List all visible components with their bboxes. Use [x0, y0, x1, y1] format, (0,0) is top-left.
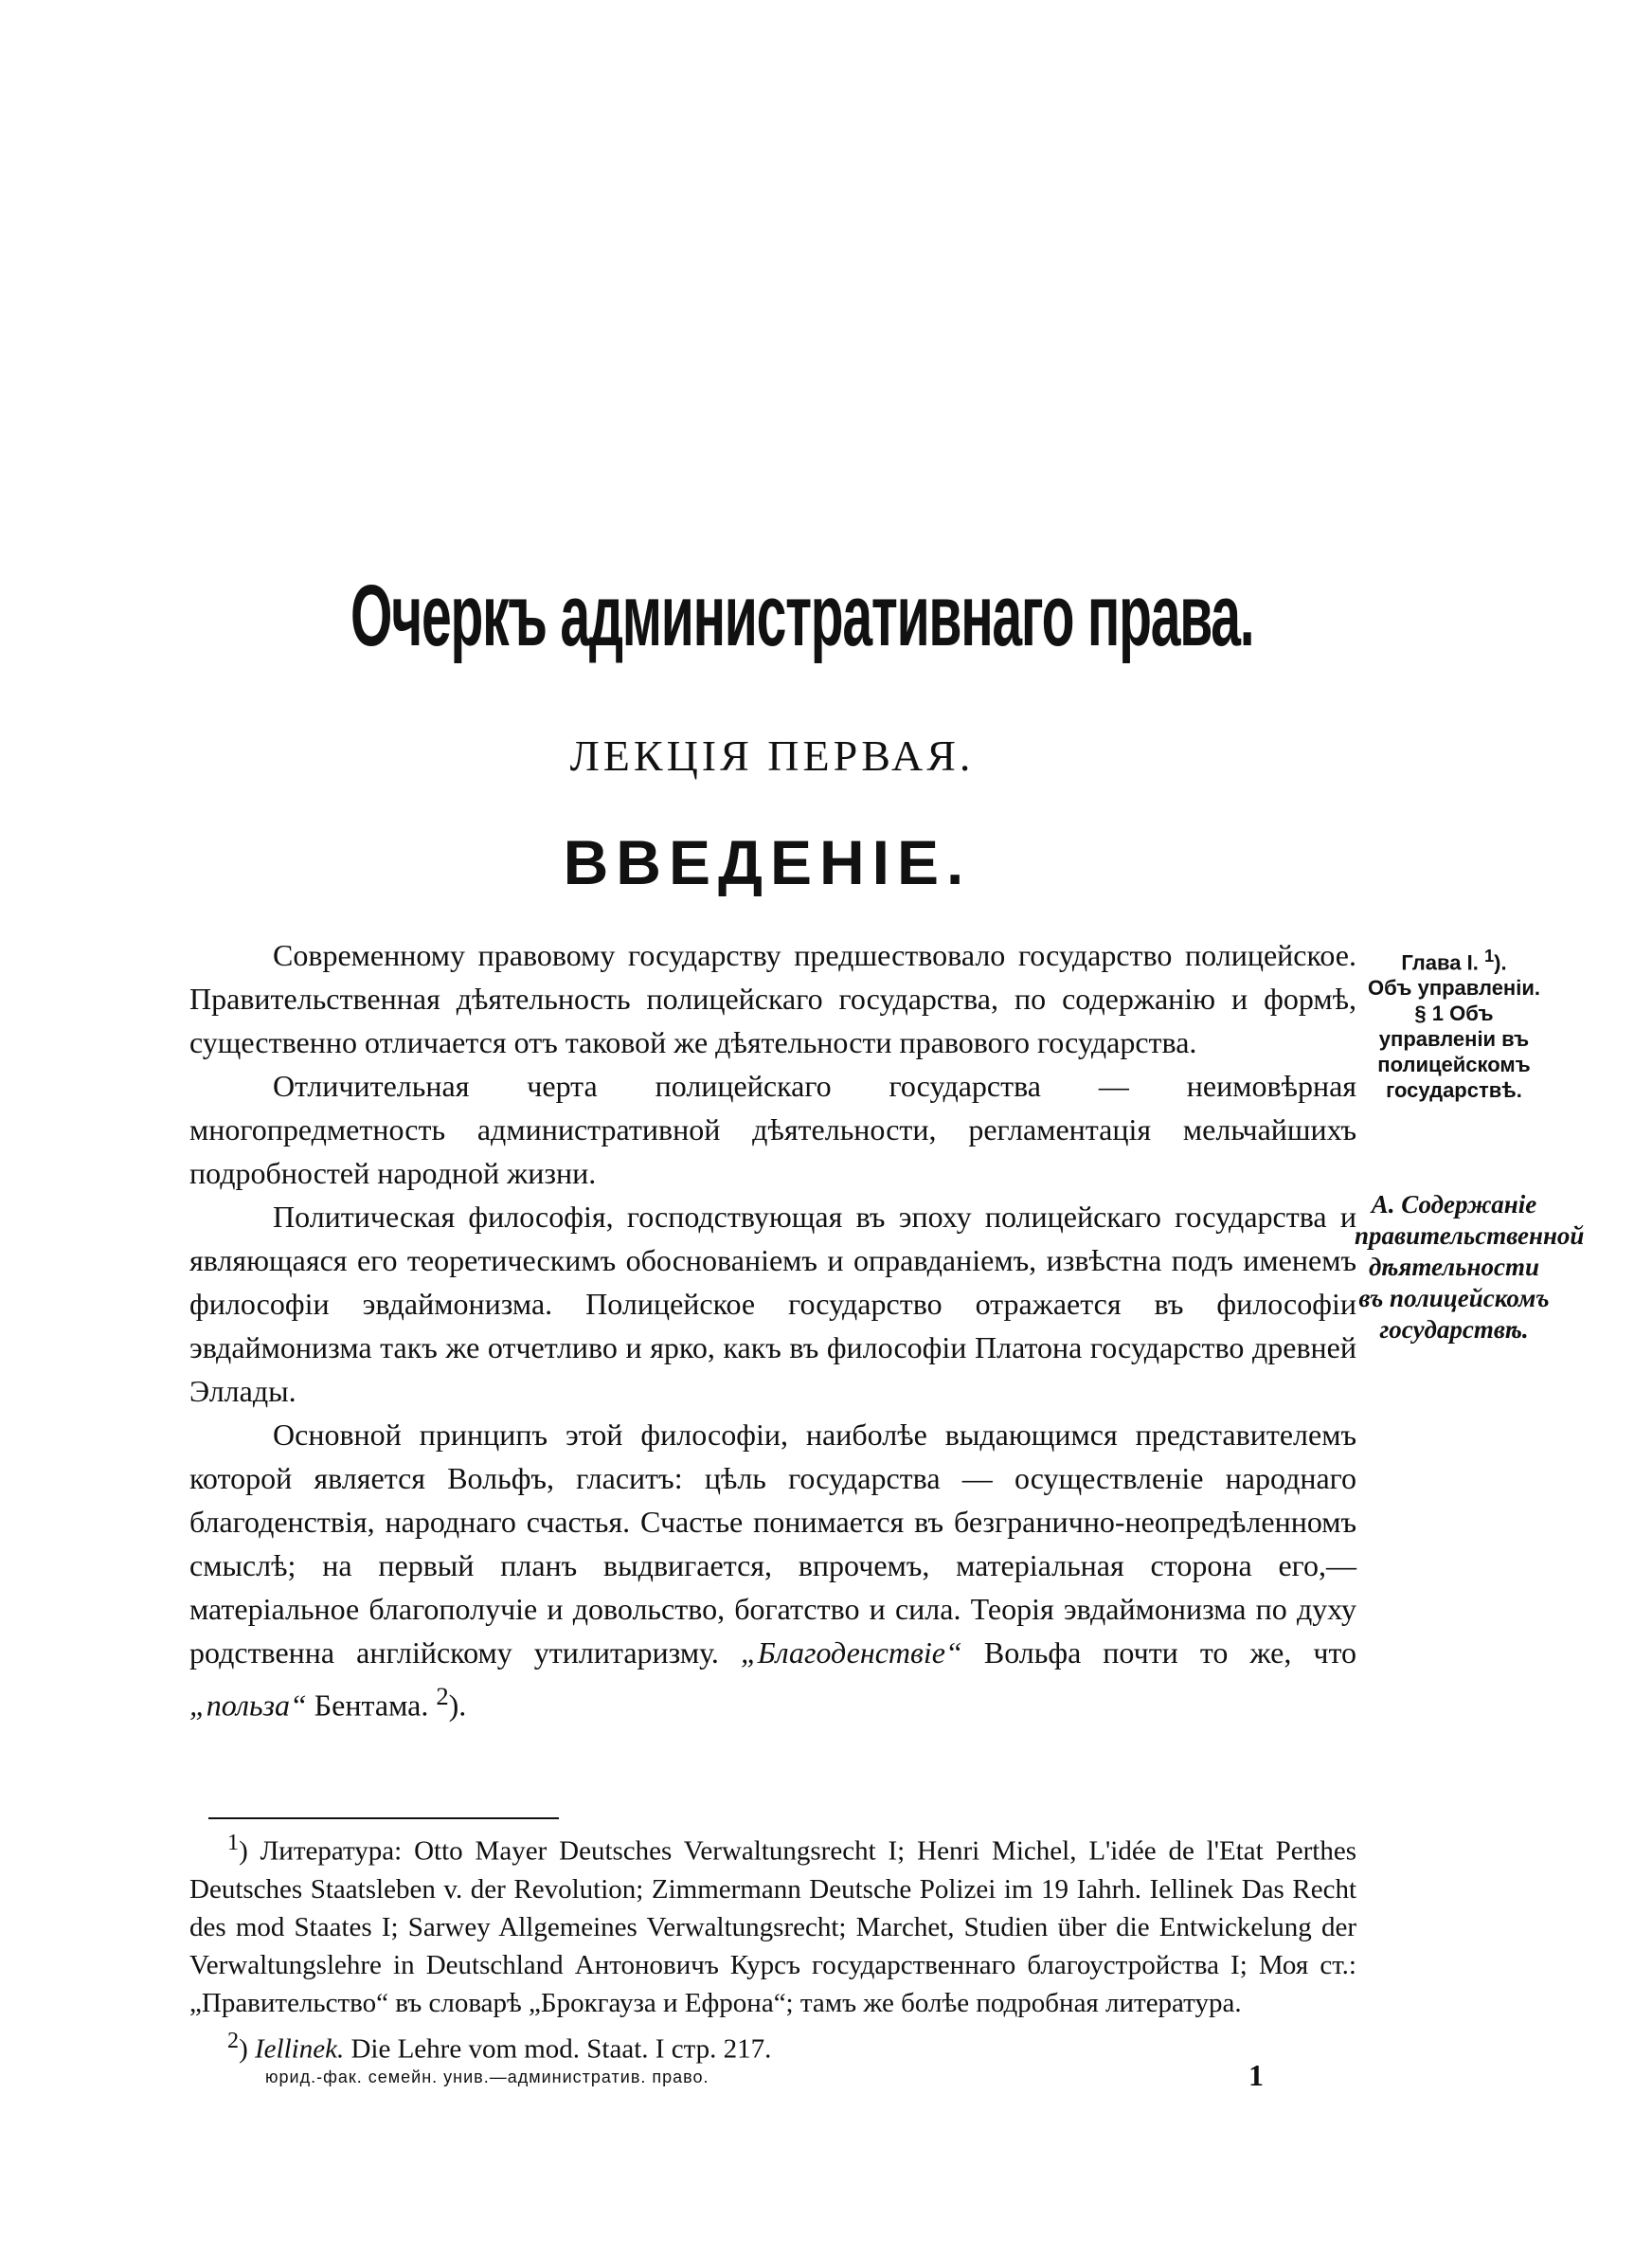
footnote-marker: 1 — [227, 1830, 240, 1855]
paragraph-end: ). — [448, 1688, 467, 1723]
footnote-2: $^2$) Iellinek. Die Lehre vom mod. Staat. I стр. 217. — [227, 2027, 772, 2065]
paragraph-text: Бентама. — [314, 1688, 429, 1723]
section-heading: ВВЕДЕНІЕ. — [563, 827, 972, 897]
margin-note-chapter — [1355, 943, 1553, 1103]
document-title: Очеркъ административнаго права. — [350, 568, 1254, 664]
margin-note-subsection: А. Содержаніе правительственной дѣятельности въ полицейскомъ государствѣ. — [1355, 1190, 1585, 1344]
footnote-divider — [208, 1817, 559, 1819]
page-number: 1 — [1248, 2058, 1264, 2092]
page-footer-signature: юрид.-фак. семейн. унив.—административ. право. — [265, 2067, 709, 2086]
footnote-author: Iellinek. — [255, 2033, 345, 2065]
footnote-1: $^1$) Литература: Otto Mayer Deutsches Verwaltungsrecht I; Henri Michel, L'idée de l'Etat Perthes Deutsches Staatsleben v. der Revolution; Zimmermann Deutsche Polizei im 19 Iahrh. Iellinek Das Recht des mod Staates I; Sarwey Allgemeines Verwaltungsrecht; Marchet, Studien über die Entwickelung der Verwaltungslehre in Deutschland Антоновичъ Курсъ государственнаго благоустройства I; Моя ст.: „Правительство“ въ словарѣ „Брокгауза и Ефрона“; тамъ же болѣе подробная литература. — [189, 1830, 1356, 2018]
quote-polza: „польза“ — [189, 1688, 307, 1723]
margin-note-line: Объ управленіи. — [1368, 976, 1540, 1001]
margin-note-chapter-end: ). — [1494, 950, 1507, 975]
lecture-heading: ЛЕКЦІЯ ПЕРВАЯ. — [569, 731, 975, 780]
paragraph: Современному правовому государству предшествовало государство полицейское. Правительственная дѣятельность полицейскаго государства, по содержанію и формѣ, существенно отличается отъ таковой же дѣятельности правового государства. — [189, 938, 1356, 1059]
body-text — [189, 933, 1356, 1727]
margin-note-chapter-label: Глава I. — [1401, 950, 1479, 975]
footnote-marker: 2 — [227, 2027, 240, 2053]
footnote-ref: 1 — [1483, 946, 1495, 966]
footnotes — [189, 1824, 1356, 2067]
margin-note-line: § 1 Объ управленіи въ полицейскомъ государствѣ. — [1377, 1002, 1531, 1103]
paragraph-text: Основной принципъ этой философіи, наиболѣе выдающимся представителемъ которой является Вольфъ, гласитъ: цѣль государства — осуществленіе народнаго благоденствія, народнаго счастья. Счастье понимается въ безгранично-неопредѣленномъ смыслѣ; на первый планъ выдвигается, впрочемъ, матеріальная сторона его,—матеріальное благополучіе и довольство, богатство и сила. Теорія эвдаймонизма по духу родственна англійскому утилитаризму. — [189, 1417, 1356, 1670]
quote-blagodenstvie: „Благоденствіе“ — [740, 1635, 962, 1670]
footnote-text: Литература: Otto Mayer Deutsches Verwaltungsrecht I; Henri Michel, L'idée de l'Etat Perthes Deutsches Staatsleben v. der Revolution; Zimmermann Deutsche Polizei im 19 Iahrh. Iellinek Das Recht des mod Staates I; Sarwey Allgemeines Verwaltungsrecht; Marchet, Studien über die Entwickelung der Verwaltungslehre in Deutschland Антоновичъ Курсъ государственнаго благоустройства I; Моя ст.: „Правительство“ въ словарѣ „Брокгауза и Ефрона“; тамъ же болѣе подробная литература. — [189, 1835, 1356, 2018]
footnote-text: Die Lehre vom mod. Staat. I стр. 217. — [350, 2033, 772, 2065]
margin-note-line — [1355, 943, 1553, 975]
footnote-ref: 2 — [436, 1682, 449, 1710]
paragraph: Отличительная черта полицейскаго государства — неимовѣрная многопредметность административной дѣятельности, регламентація мельчайшихъ подробностей народной жизни. — [189, 1069, 1356, 1190]
paragraph-text: Вольфа почти то же, что — [983, 1635, 1357, 1670]
paragraph — [189, 1413, 1356, 1727]
paragraph: Политическая философія, господствующая въ эпоху полицейскаго государства и являющаяся его теоретическимъ обоснованіемъ и оправданіемъ, извѣстна подъ именемъ философіи эвдаймонизма. Полицейское государство отражается въ философіи эвдаймонизма такъ же отчетливо и ярко, какъ въ философіи Платона государство древней Эллады. — [189, 1200, 1356, 1408]
